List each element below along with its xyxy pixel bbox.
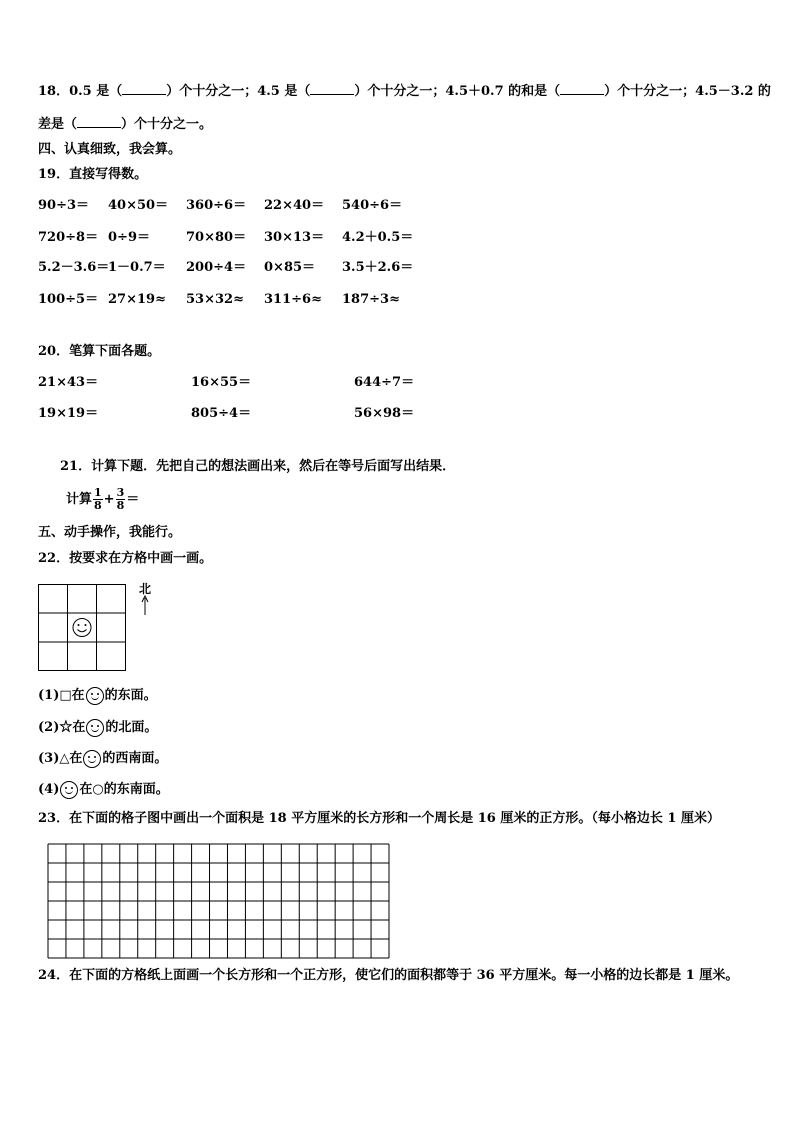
q22-item-text: (3)△在 xyxy=(38,751,83,766)
north-label: 北 xyxy=(139,582,152,596)
calc-item: 5.2－3.6＝ xyxy=(38,260,110,275)
calc-item: 3.5＋2.6＝ xyxy=(342,260,414,275)
q21-title: 21．计算下题．先把自己的想法画出来，然后在等号后面写出结果． xyxy=(60,459,456,474)
written-calc-item: 644÷7＝ xyxy=(354,375,415,390)
q22-item-text: 的东面。 xyxy=(104,688,157,703)
q18-text: ）个十分之一。 xyxy=(121,117,213,132)
calc-item: 1－0.7＝ xyxy=(108,260,166,275)
q22-item-text: 在○的东南面。 xyxy=(79,782,169,797)
q18-line1 xyxy=(38,82,771,101)
q23-title: 23．在下面的格子图中画出一个面积是 18 平方厘米的长方形和一个周长是 16 厘米的正方形。（每小格边长 1 厘米） xyxy=(38,811,720,826)
calc-item: 70×80＝ xyxy=(186,230,247,245)
fraction-one-eighth xyxy=(93,487,103,512)
q18-text: ）个十分之一；4.5－3.2 的 xyxy=(604,84,771,99)
q21-prefix: 计算 xyxy=(66,492,93,507)
q18-text: 18．0.5 是（ xyxy=(38,84,123,99)
q18-text: ）个十分之一；4.5＋0.7 的和是（ xyxy=(354,84,561,99)
written-calc-item: 21×43＝ xyxy=(38,375,99,390)
calc-item: 200÷4＝ xyxy=(186,260,247,275)
q18-text: 差是（ xyxy=(38,117,78,132)
grid-svg xyxy=(38,584,126,671)
q22-item xyxy=(38,717,157,739)
smiley-face-icon xyxy=(86,719,104,737)
q24-title: 24．在下面的方格纸上面画一个长方形和一个正方形，使它们的面积都等于 36 平方厘米。每一小格的边长都是 1 厘米。 xyxy=(38,968,739,983)
calc-item: 360÷6＝ xyxy=(186,198,247,213)
q20-title: 20．笔算下面各题。 xyxy=(38,344,161,359)
equals-sign: ＝ xyxy=(126,492,140,507)
calc-item: 100÷5＝ xyxy=(38,292,99,307)
answer-blank[interactable] xyxy=(560,82,604,95)
calc-item: 720÷8＝ xyxy=(38,230,99,245)
written-calc-item: 16×55＝ xyxy=(191,375,252,390)
smiley-face-icon xyxy=(86,687,104,705)
q22-item-text: 的北面。 xyxy=(105,720,158,735)
section-four-heading: 四、认真细致，我会算。 xyxy=(38,142,182,157)
direction-grid-3x3[interactable] xyxy=(38,584,126,671)
grid-paper-svg xyxy=(47,843,390,959)
calc-item: 30×13＝ xyxy=(264,230,325,245)
calc-item: 311÷6≈ xyxy=(264,292,322,307)
smiley-face-icon xyxy=(73,619,91,637)
q18-text: ）个十分之一；4.5 是（ xyxy=(166,84,311,99)
calc-item: 540÷6＝ xyxy=(342,198,403,213)
written-calc-item: 805÷4＝ xyxy=(191,406,252,421)
q22-title: 22．按要求在方格中画一画。 xyxy=(38,551,213,566)
q22-item xyxy=(38,748,167,770)
q21-expression xyxy=(66,485,139,515)
q19-title: 19．直接写得数。 xyxy=(38,167,148,182)
north-arrow-icon xyxy=(141,595,149,615)
answer-blank[interactable] xyxy=(77,115,121,128)
q22-item-text: (1)□在 xyxy=(38,688,85,703)
q22-item-text: (4) xyxy=(38,782,60,797)
answer-blank[interactable] xyxy=(122,82,166,95)
answer-blank[interactable] xyxy=(310,82,354,95)
calc-item: 0÷9＝ xyxy=(108,230,150,245)
calc-item: 90÷3＝ xyxy=(38,198,90,213)
denominator: 8 xyxy=(116,499,125,512)
section-five-heading: 五、动手操作，我能行。 xyxy=(38,525,182,540)
calc-item: 53×32≈ xyxy=(186,292,244,307)
numerator: 3 xyxy=(116,486,125,499)
plus-sign: + xyxy=(103,492,115,507)
q22-item xyxy=(38,779,169,801)
calc-item: 187÷3≈ xyxy=(342,292,400,307)
q22-item-text: (2)☆在 xyxy=(38,720,86,735)
q22-item xyxy=(38,685,157,707)
calc-item: 40×50＝ xyxy=(108,198,169,213)
denominator: 8 xyxy=(94,499,102,512)
calc-item: 4.2＋0.5＝ xyxy=(342,230,414,245)
fraction-three-eighths xyxy=(116,487,126,512)
square-grid-paper[interactable] xyxy=(47,843,390,963)
written-calc-item: 56×98＝ xyxy=(354,406,415,421)
written-calc-item: 19×19＝ xyxy=(38,406,99,421)
calc-item: 0×85＝ xyxy=(264,260,316,275)
calc-item: 27×19≈ xyxy=(108,292,166,307)
calc-item: 22×40＝ xyxy=(264,198,325,213)
smiley-face-icon xyxy=(83,750,101,768)
q18-line2 xyxy=(38,115,212,134)
q22-item-text: 的西南面。 xyxy=(102,751,168,766)
smiley-face-icon xyxy=(60,781,78,799)
numerator: 1 xyxy=(94,486,102,499)
